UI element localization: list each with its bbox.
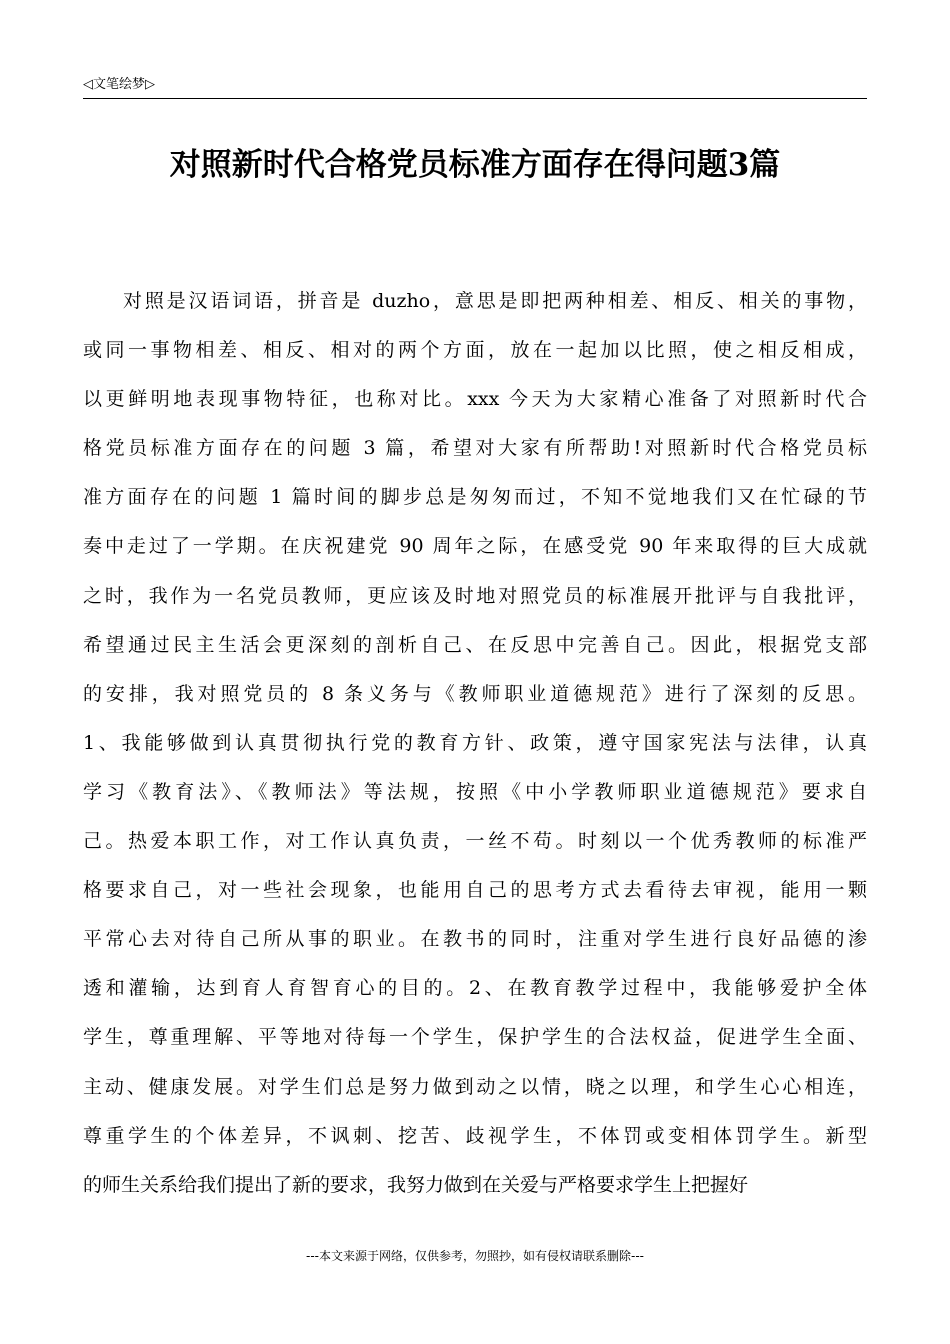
body-line: 或同一事物相差、相反、相对的两个方面，放在一起加以比照，使之相反相成， xyxy=(83,339,867,362)
body-line: 之时，我作为一名党员教师，更应该及时地对照党员的标准展开批评与自我批评， xyxy=(83,584,867,607)
body-line: 1、我能够做到认真贯彻执行党的教育方针、政策，遵守国家宪法与法律，认真 xyxy=(83,731,867,754)
body-line: 的安排，我对照党员的 8 条义务与《教师职业道德规范》进行了深刻的反思。 xyxy=(83,682,867,705)
body-line: 对照是汉语词语，拼音是 duzho，意思是即把两种相差、相反、相关的事物， xyxy=(123,290,867,312)
body-line: 透和灌输，达到育人育智育心的目的。2、在教育教学过程中，我能够爱护全体 xyxy=(83,977,867,1000)
body-line: 尊重学生的个体差异，不讽刺、挖苦、歧视学生，不体罚或变相体罚学生。新型 xyxy=(83,1124,867,1147)
body-line: 学习《教育法》、《教师法》等法规，按照《中小学教师职业道德规范》要求自 xyxy=(83,780,867,803)
body-line: 希望通过民主生活会更深刻的剖析自己、在反思中完善自己。因此，根据党支部 xyxy=(83,633,867,656)
body-line: 准方面存在的问题 1 篇时间的脚步总是匆匆而过，不知不觉地我们又在忙碌的节 xyxy=(83,486,867,509)
body-line: 主动、健康发展。对学生们总是努力做到动之以情，晓之以理，和学生心心相连， xyxy=(83,1075,867,1098)
body-line: 以更鲜明地表现事物特征，也称对比。xxx 今天为大家精心准备了对照新时代合 xyxy=(83,388,867,411)
footer-notice: ---本文来源于网络，仅供参考，勿照抄，如有侵权请联系删除--- xyxy=(306,1249,644,1263)
page-footer xyxy=(0,1247,950,1265)
body-line: 平常心去对待自己所从事的职业。在教书的同时，注重对学生进行良好品德的渗 xyxy=(83,928,867,951)
body-line: 学生，尊重理解、平等地对待每一个学生，保护学生的合法权益，促进学生全面、 xyxy=(83,1026,867,1049)
body-line: 格党员标准方面存在的问题 3 篇，希望对大家有所帮助!对照新时代合格党员标 xyxy=(83,437,867,460)
header-brand: ◁文笔绘梦▷ xyxy=(83,77,155,92)
body-line: 奏中走过了一学期。在庆祝建党 90 周年之际，在感受党 90 年来取得的巨大成就 xyxy=(83,535,867,558)
page-header xyxy=(83,76,867,99)
body-line: 的师生关系给我们提出了新的要求，我努力做到在关爱与严格要求学生上把握好 xyxy=(83,1173,749,1196)
body-line: 格要求自己，对一些社会现象，也能用自己的思考方式去看待去审视，能用一颗 xyxy=(83,879,867,902)
document-body xyxy=(83,277,867,1210)
body-line: 己。热爱本职工作，对工作认真负责，一丝不苟。时刻以一个优秀教师的标准严 xyxy=(83,830,867,853)
document-title: 对照新时代合格党员标准方面存在得问题3篇 xyxy=(169,147,781,183)
